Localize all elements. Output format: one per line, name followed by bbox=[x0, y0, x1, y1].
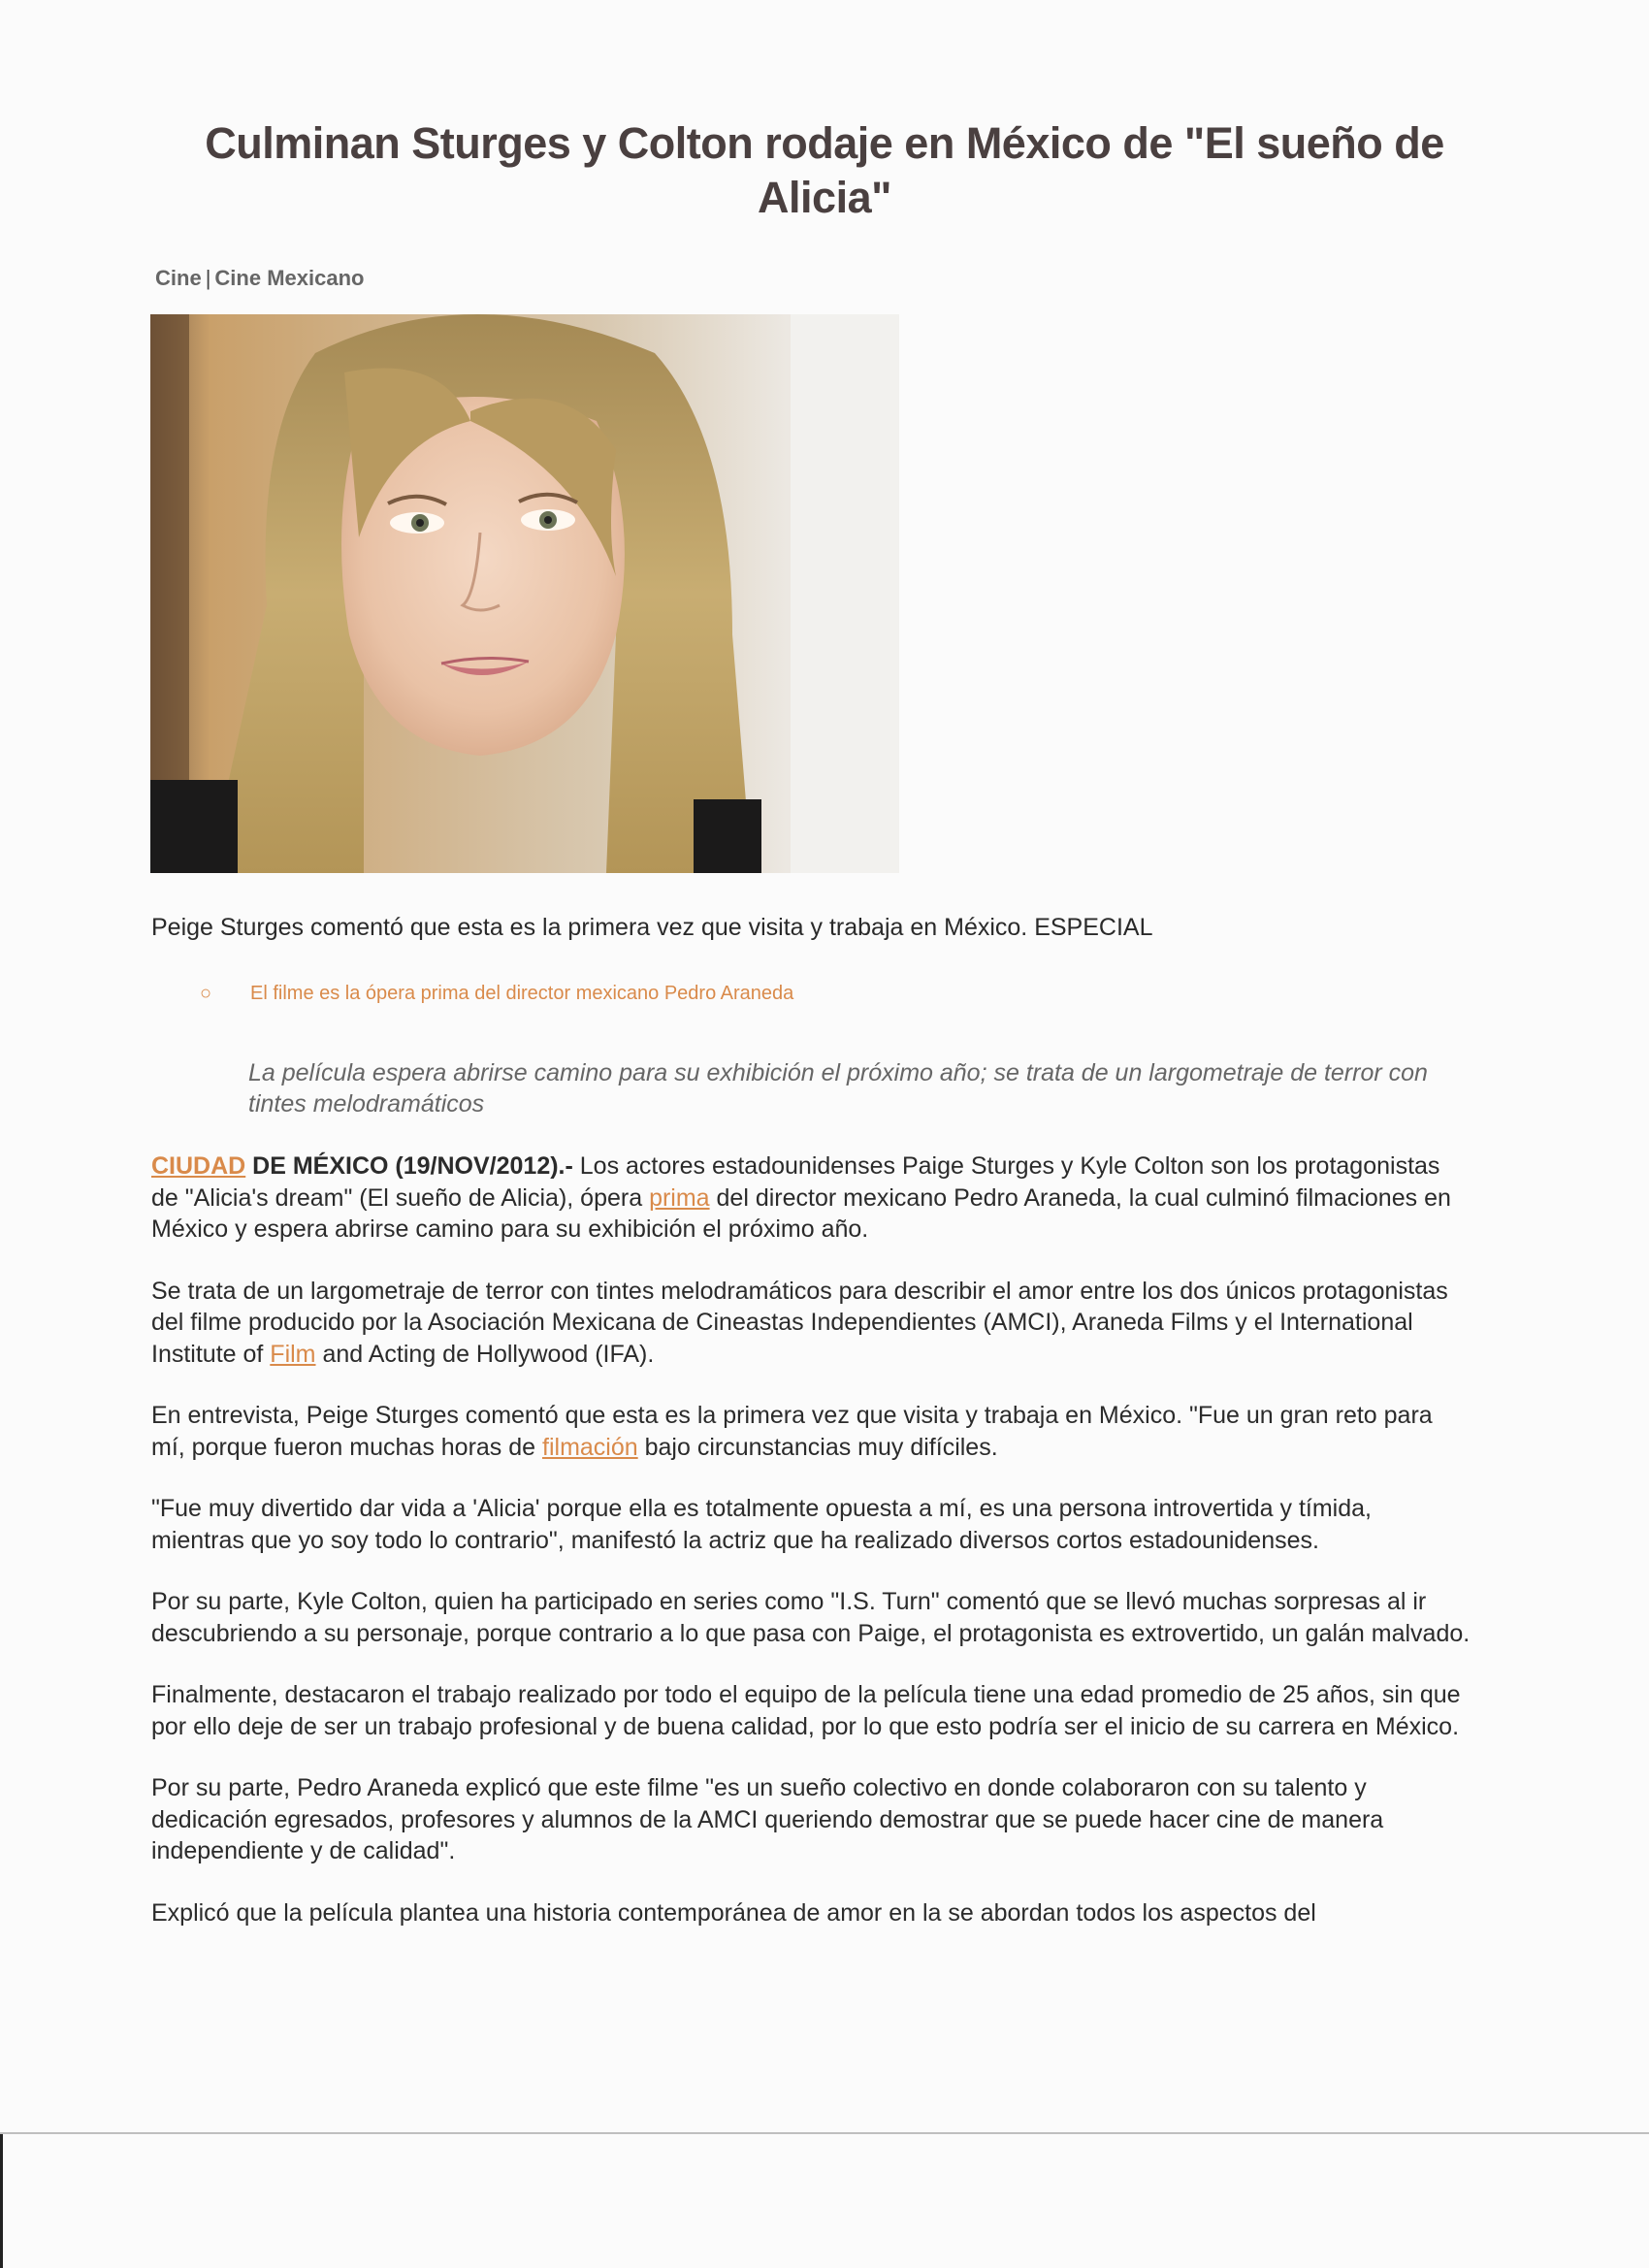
lead-paragraph bbox=[151, 1150, 1471, 1246]
bullet-link[interactable]: El filme es la ópera prima del director mexicano Pedro Araneda bbox=[250, 983, 794, 1004]
article-summary: La película espera abrirse camino para su exhibición el próximo año; se trata de un largometraje de terror con tintes melodramáticos bbox=[248, 1059, 1428, 1118]
hollow-circle-bullet-icon: ○ bbox=[200, 983, 212, 1004]
page-left-edge bbox=[0, 2134, 3, 2268]
p3-text-part-2: bajo circunstancias muy difíciles. bbox=[637, 1433, 998, 1461]
filmacion-link[interactable]: filmación bbox=[542, 1433, 638, 1461]
paragraph-4: "Fue muy divertido dar vida a 'Alicia' porque ella es totalmente opuesta a mí, es una persona introvertida y tímida, mientras que yo soy todo lo contrario", manifestó la actriz que ha realizado diversos cortos estadounidenses. bbox=[151, 1495, 1372, 1554]
category-separator: | bbox=[205, 266, 211, 290]
prima-link[interactable]: prima bbox=[649, 1183, 710, 1212]
dateline: DE MÉXICO (19/NOV/2012).- bbox=[245, 1152, 573, 1180]
article-photo bbox=[150, 314, 899, 873]
article-title: Culminan Sturges y Colton rodaje en México de "El sueño de Alicia" bbox=[205, 118, 1444, 222]
p2-text-part-2: and Acting de Hollywood (IFA). bbox=[315, 1340, 655, 1368]
p2-text-part-1: Se trata de un largometraje de terror con tintes melodramáticos para describir el amor entre los dos únicos protagonistas del filme producido por la Asociación Mexicana de Cineastas Independientes (AMCI), Araneda Films y el International Institute of bbox=[151, 1277, 1448, 1368]
paragraph-6: Finalmente, destacaron el trabajo realizado por todo el equipo de la película tiene una edad promedio de 25 años, sin que por ello deje de ser un trabajo profesional y de buena calidad, por lo que esto podría ser el inicio de su carrera en México. bbox=[151, 1681, 1461, 1740]
page-bottom-edge bbox=[0, 2132, 1649, 2134]
paragraph-5: Por su parte, Kyle Colton, quien ha participado en series como "I.S. Turn" comentó que se llevó muchas sorpresas al ir descubriendo a su personaje, porque contrario a lo que pasa con Paige, el protagonista es extrovertido, un galán malvado. bbox=[151, 1588, 1471, 1647]
paragraph-3 bbox=[151, 1400, 1471, 1463]
article-body bbox=[151, 1150, 1471, 1959]
p3-text-part-1: En entrevista, Peige Sturges comentó que esta es la primera vez que visita y trabaja en México. "Fue un gran reto para mí, porque fueron muchas horas de bbox=[151, 1402, 1433, 1461]
category-breadcrumb bbox=[155, 266, 364, 291]
category-cine-mexicano-link[interactable]: Cine Mexicano bbox=[214, 266, 365, 290]
film-link[interactable]: Film bbox=[270, 1340, 316, 1368]
paragraph-7: Por su parte, Pedro Araneda explicó que este filme "es un sueño colectivo en donde colaboraron con su talento y dedicación egresados, profesores y alumnos de la AMCI queriendo demostrar que se puede hacer cine de manera independiente y de calidad". bbox=[151, 1774, 1384, 1864]
lead-text-part-2: del director mexicano Pedro Araneda, la cual culminó filmaciones en México y espera abrirse camino para su exhibición el próximo año. bbox=[151, 1183, 1451, 1243]
portrait-image bbox=[150, 314, 899, 873]
paragraph-2 bbox=[151, 1276, 1471, 1371]
category-cine-link[interactable]: Cine bbox=[155, 266, 202, 290]
bullet-list-item bbox=[200, 983, 793, 1005]
dateline-city-link[interactable]: CIUDAD bbox=[151, 1152, 246, 1180]
paragraph-8: Explicó que la película plantea una historia contemporánea de amor en la se abordan todos los aspectos del bbox=[151, 1898, 1316, 1927]
lead-text-part-1: Los actores estadounidenses Paige Sturges y Kyle Colton son los protagonistas de "Alicia's dream" (El sueño de Alicia), ópera bbox=[151, 1152, 1440, 1212]
photo-caption: Peige Sturges comentó que esta es la primera vez que visita y trabaja en México. ESPECIAL bbox=[151, 914, 1153, 941]
